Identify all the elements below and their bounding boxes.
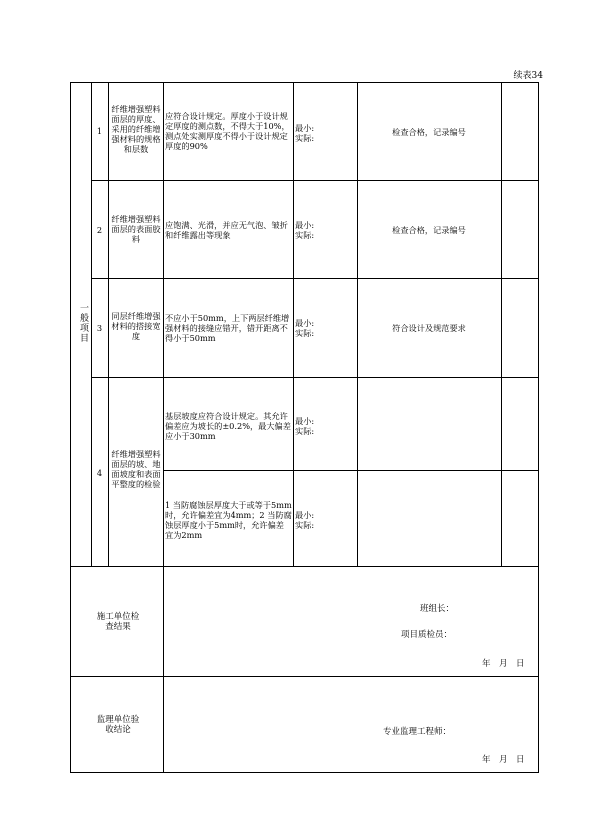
result-text: 检查合格，记录编号 [392, 127, 466, 137]
section-label: 一般项目 [78, 303, 88, 343]
item-name: 纤维增强塑料面层的表面胶料 [111, 214, 161, 244]
requirement-text: 应饱满、光滑，并应无气泡、皱折和纤维露出等现象 [165, 220, 288, 240]
supervision-label: 监理单位验收结论 [96, 715, 140, 735]
requirement-text: 不应小于50mm，上下两层纤维增强材料的接缝应错开，错开距离不得小于50mm [165, 313, 290, 343]
result-text: 检查合格，记录编号 [392, 225, 466, 235]
requirement-text: 1 当防腐蚀层厚度大于或等于5mm时，允许偏差宜为4mm；2 当防腐蚀层厚度小于5mm时，允许偏差宜为2mm [165, 500, 292, 540]
item-name: 纤维增强塑料面层的坡、地面坡度和表面平整度的检验 [111, 449, 161, 489]
item-name: 纤维增强塑料面层的厚度、采用的纤维增强材料的规格和层数 [111, 104, 161, 154]
inspector-label: 项目质检员： [401, 630, 453, 640]
measure-min-label: 最小: [295, 123, 315, 133]
measure-min-label: 最小: [295, 220, 315, 230]
team-leader-label: 班组长： [420, 604, 455, 614]
supervision-date: 年 月 日 [482, 755, 525, 765]
construction-date: 年 月 日 [482, 659, 525, 669]
row-number: 1 [96, 126, 103, 136]
measure-actual-label: 实际: [295, 520, 315, 530]
result-text: 符合设计及规范要求 [392, 323, 466, 333]
measure-actual-label: 实际: [295, 426, 315, 436]
measure-actual-label: 实际: [295, 230, 315, 240]
measure-actual-label: 实际: [295, 133, 315, 143]
measure-min-label: 最小: [295, 416, 315, 426]
continuation-label: 续表34 [513, 71, 543, 81]
measure-min-label: 最小: [295, 318, 315, 328]
requirement-text: 应符合设计规定。厚度小于设计规定厚度的测点数，不得大于10%，测点处实测厚度不得小于设计规定厚度的90% [165, 111, 290, 151]
measure-min-label: 最小: [295, 510, 315, 520]
measure-actual-label: 实际: [295, 328, 315, 338]
row-number: 2 [96, 225, 103, 235]
requirement-text: 基层坡度应符合设计规定。其允许偏差应为坡长的±0.2%，最大偏差应小于30mm [165, 411, 291, 441]
row-number: 4 [96, 468, 103, 478]
engineer-label: 专业监理工程师： [383, 727, 452, 737]
construction-label: 施工单位检查结果 [96, 612, 140, 632]
item-name: 同层纤维增强材料的搭接宽度 [111, 311, 161, 341]
row-number: 3 [96, 323, 103, 333]
